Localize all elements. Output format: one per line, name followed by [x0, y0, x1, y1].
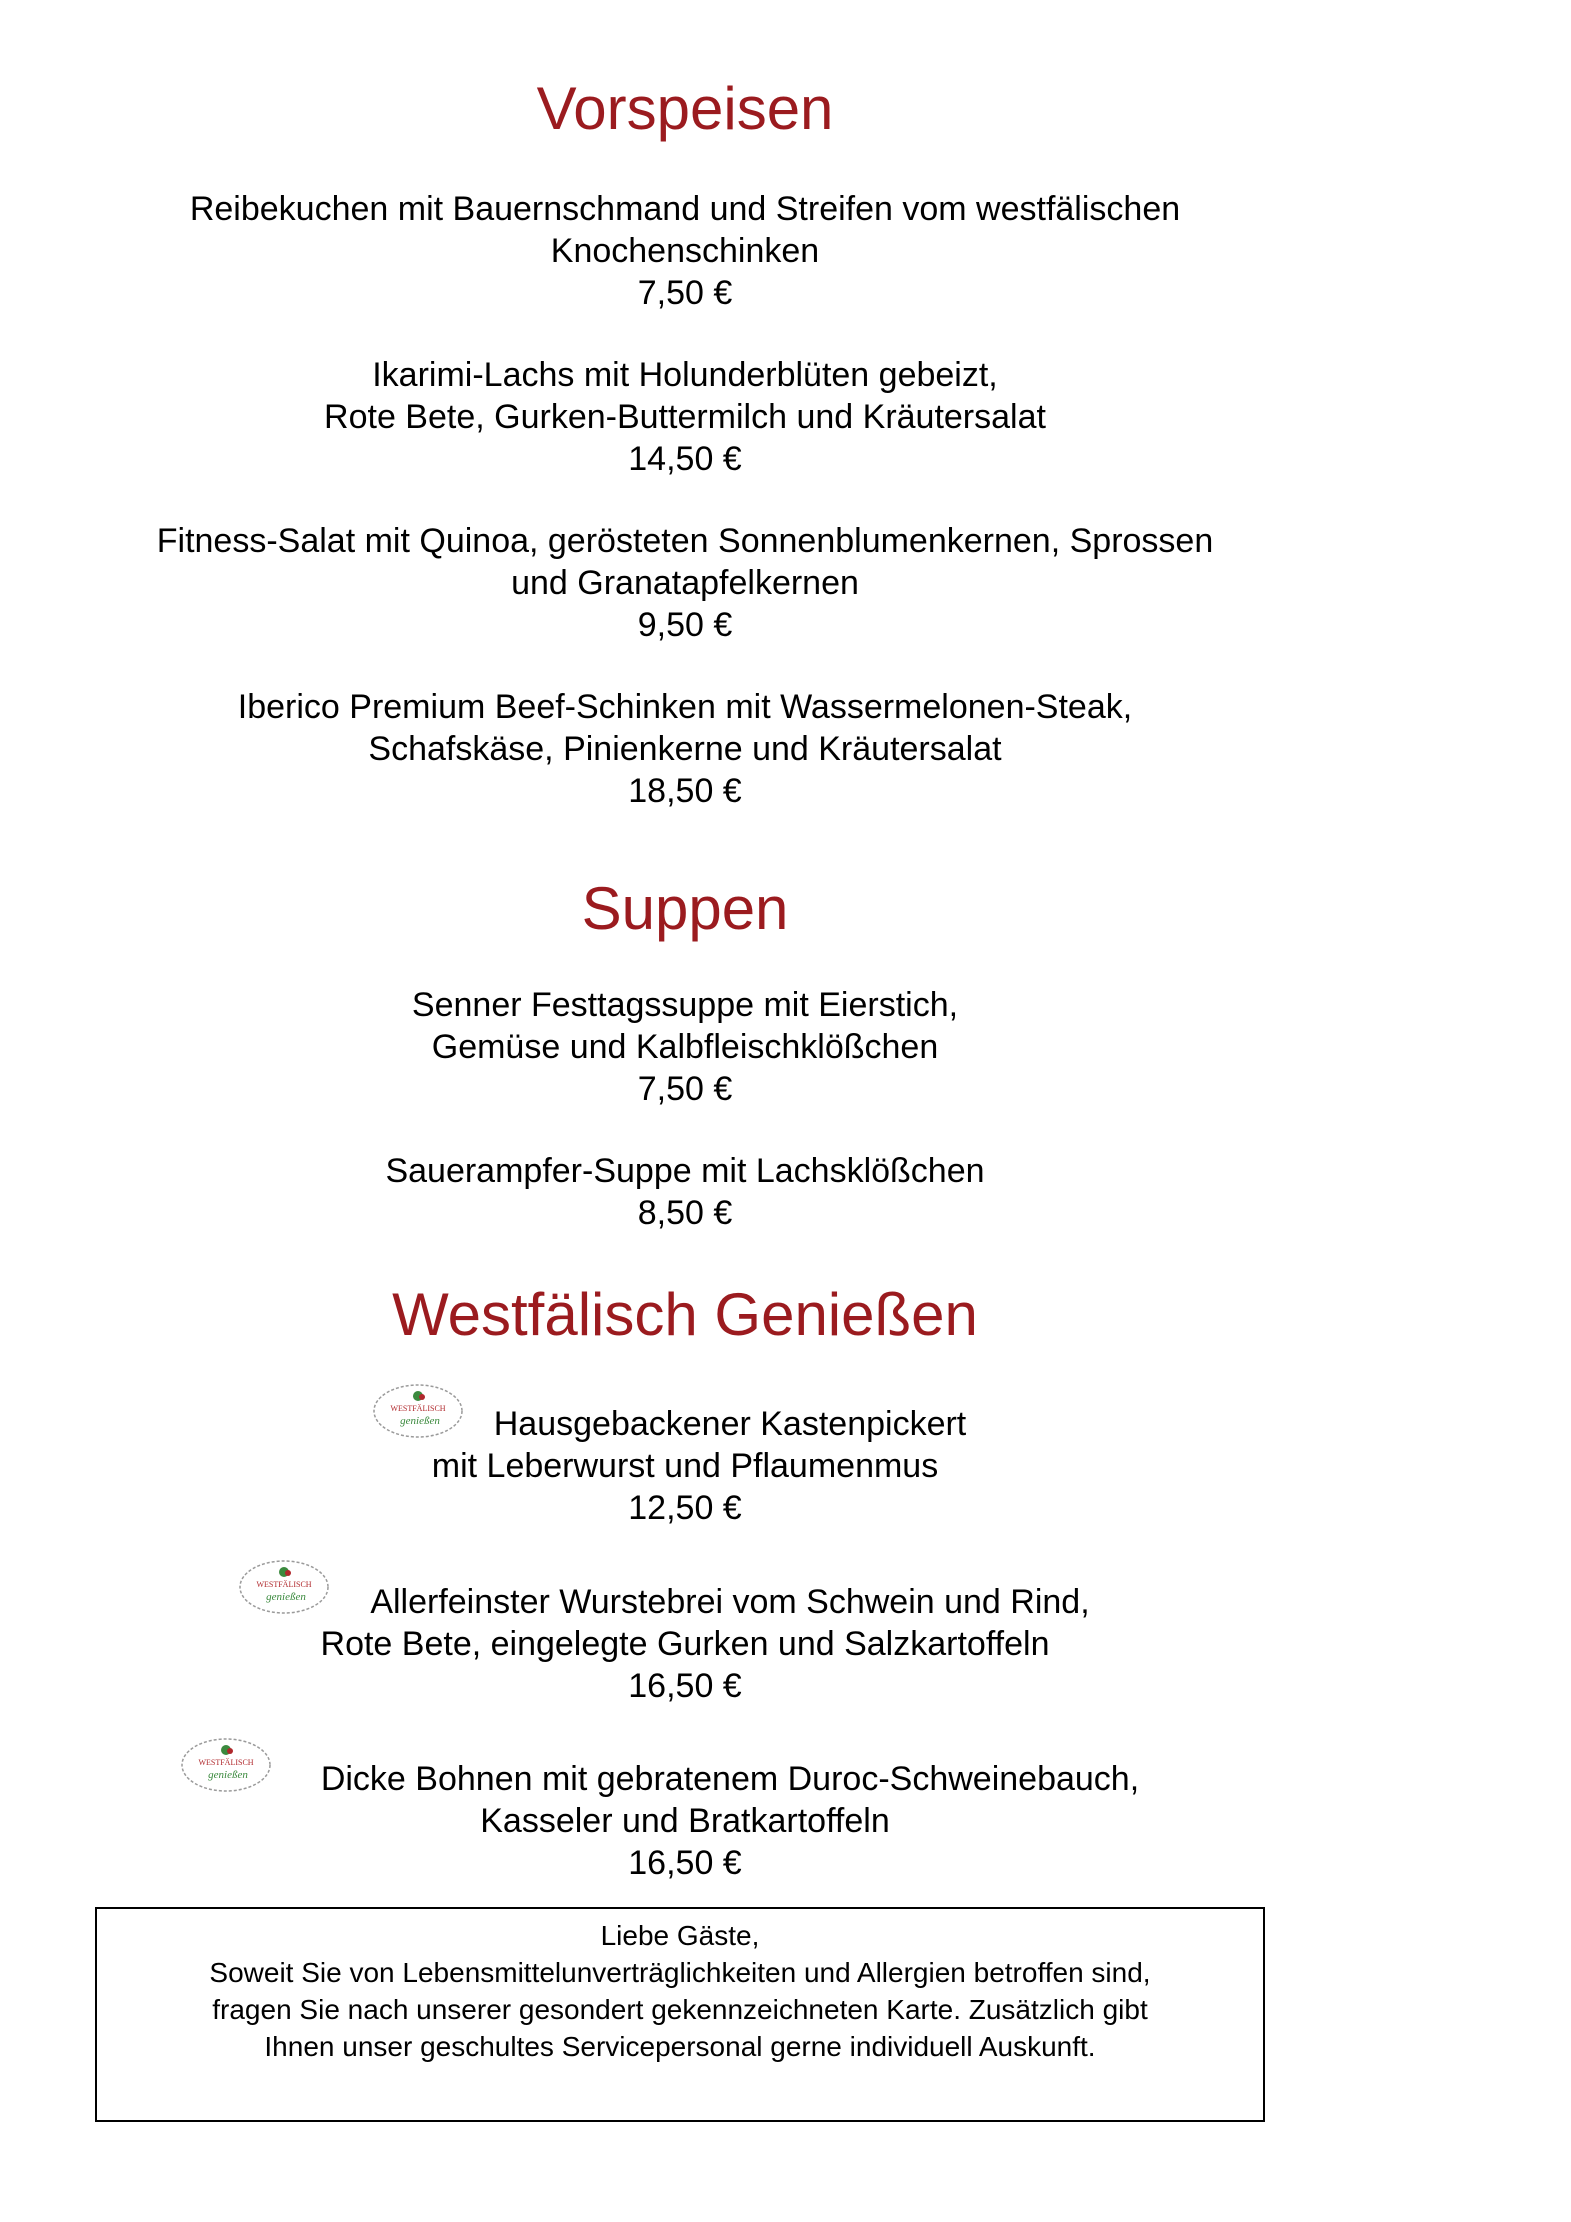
allergy-notice-box: [95, 1907, 1265, 2122]
notice-line: fragen Sie nach unserer gesondert gekennzeichneten Karte. Zusätzlich gibt: [212, 1994, 1148, 2025]
item-text: Kasseler und Bratkartoffeln: [480, 1802, 890, 1840]
notice-line: Liebe Gäste,: [600, 1920, 760, 1951]
item-text: Knochenschinken: [550, 232, 820, 270]
item-price: 18,50 €: [628, 772, 742, 810]
item-price: 16,50 €: [628, 1844, 742, 1882]
item-text: Schafskäse, Pinienkerne und Kräutersalat: [368, 730, 1002, 768]
logo-script: genießen: [208, 1769, 248, 1781]
item-text: Ikarimi-Lachs mit Holunderblüten gebeizt,: [372, 356, 998, 394]
item-text: Sauerampfer-Suppe mit Lachsklößchen: [385, 1152, 985, 1190]
heading-westfaelisch-geniessen: Westfälisch Genießen: [392, 1281, 978, 1348]
item-text: Rote Bete, eingelegte Gurken und Salzkartoffeln: [320, 1625, 1050, 1663]
item-text: Senner Festtagssuppe mit Eierstich,: [411, 986, 959, 1024]
item-price: 16,50 €: [628, 1667, 742, 1705]
item-price: 7,50 €: [637, 1070, 733, 1108]
item-price: 9,50 €: [637, 606, 733, 644]
logo-script: genießen: [266, 1591, 306, 1603]
item-price: 12,50 €: [628, 1489, 742, 1527]
logo-text: WESTFÄLISCH: [256, 1580, 312, 1589]
item-text: mit Leberwurst und Pflaumenmus: [431, 1447, 939, 1485]
item-price: 14,50 €: [628, 440, 742, 478]
heading-vorspeisen: Vorspeisen: [536, 75, 834, 142]
item-text: und Granatapfelkernen: [511, 564, 859, 602]
item-text: Fitness-Salat mit Quinoa, gerösteten Sonnenblumenkernen, Sprossen: [156, 522, 1214, 560]
item-text: Rote Bete, Gurken-Buttermilch und Kräutersalat: [324, 398, 1046, 436]
notice-line: Ihnen unser geschultes Servicepersonal gerne individuell Auskunft.: [264, 2031, 1096, 2062]
logo-script: genießen: [400, 1415, 440, 1427]
item-text: Gemüse und Kalbfleischklößchen: [431, 1028, 939, 1066]
item-text: Iberico Premium Beef-Schinken mit Wassermelonen-Steak,: [237, 688, 1133, 726]
item-text: Allerfeinster Wurstebrei vom Schwein und Rind,: [370, 1583, 1090, 1621]
notice-line: Soweit Sie von Lebensmittelunverträglichkeiten und Allergien betroffen sind,: [209, 1957, 1151, 1988]
item-text: Dicke Bohnen mit gebratenem Duroc-Schweinebauch,: [320, 1760, 1140, 1798]
logo-text: WESTFÄLISCH: [198, 1758, 254, 1767]
item-price: 7,50 €: [637, 274, 733, 312]
logo-text: WESTFÄLISCH: [390, 1404, 446, 1413]
item-text: Reibekuchen mit Bauernschmand und Streifen vom westfälischen: [189, 190, 1181, 228]
item-price: 8,50 €: [637, 1194, 733, 1232]
item-text: Hausgebackener Kastenpickert: [493, 1405, 967, 1443]
heading-suppen: Suppen: [581, 875, 789, 942]
